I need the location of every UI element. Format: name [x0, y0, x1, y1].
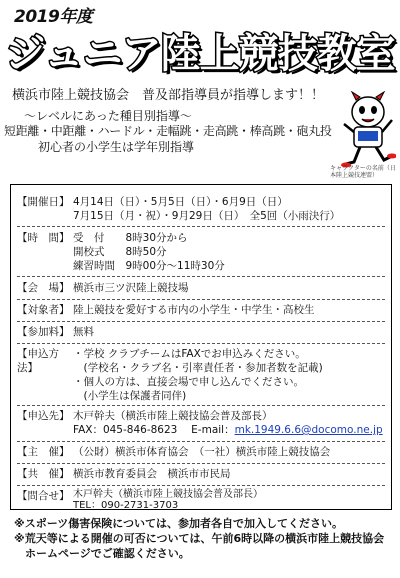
- subtitle: ～レベルにあった種目別指導～: [24, 109, 192, 123]
- events-list: 短距離・中距離・ハードル・走幅跳・走高跳・棒高跳・砲丸投: [4, 124, 332, 138]
- date-value: 4月14日（日）・5月5日（日）・6月9日（日） 7月15日（月・祝）・9月29日（日） 全5回（小雨決行）: [73, 196, 341, 222]
- details-box: [10, 184, 392, 510]
- inquiry-label: 【問合せ】: [17, 490, 70, 502]
- fee-label: 【参加料】: [17, 326, 70, 338]
- venue-row: [11, 281, 391, 295]
- time-value: 受 付 8時30分から 開校式 8時50分 練習時間 9時00分～11時30分: [73, 232, 225, 272]
- cohost-value: 横浜市教育委員会 横浜市市民局: [73, 468, 231, 480]
- host-label: 【主 催】: [17, 446, 70, 458]
- fee-row: [11, 325, 391, 339]
- time-row: [11, 231, 391, 273]
- mascot-caption: キャラクターの名前（日本陸上競技連盟）: [330, 165, 396, 179]
- association-line: 横浜市陸上競技協会 普及部指導員が指導します！！: [12, 88, 325, 103]
- cohost-label: 【共 催】: [17, 468, 70, 480]
- time-label: 【時 間】: [17, 232, 70, 244]
- fee-value: 無料: [73, 326, 94, 338]
- divider: [17, 321, 385, 322]
- venue-value: 横浜市三ツ沢陸上競技場: [73, 282, 189, 294]
- notes: [14, 516, 384, 561]
- date-label: 【開催日】: [17, 196, 70, 208]
- divider: [17, 299, 385, 300]
- apply-row: [11, 347, 391, 403]
- contact-row: [11, 409, 391, 437]
- contact-label: 【申込先】: [17, 410, 70, 422]
- contact-value: 木戸幹夫（横浜市陸上競技協会普及部長） FAX：045-846-8623 E-mail：mk.1949.6.6@docomo.ne.jp: [73, 410, 383, 436]
- mascot-illustration: [340, 90, 396, 172]
- divider: [17, 226, 385, 227]
- target-row: [11, 303, 391, 317]
- divider: [17, 463, 385, 464]
- note-insurance: ※スポーツ傷害保険については、参加者各自で加入してください。: [14, 517, 344, 530]
- divider: [17, 343, 385, 344]
- host-value: （公財）横浜市体育協会 （一社）横浜市陸上競技協会: [73, 446, 331, 458]
- divider: [17, 276, 385, 277]
- note-weather: ※荒天等による開催の可否については、午前6時以降の横浜市陸上競技協会: [14, 532, 385, 545]
- note-homepage: ホームページでご確認ください。: [14, 547, 190, 560]
- host-row: [11, 445, 391, 459]
- title-banner: [0, 26, 400, 82]
- inquiry-row: [11, 477, 391, 511]
- venue-label: 【会 場】: [17, 282, 70, 294]
- page-title: ジュニア陸上競技教室: [5, 31, 395, 77]
- divider: [17, 405, 385, 406]
- date-row: [11, 195, 391, 223]
- target-label: 【対象者】: [17, 304, 70, 316]
- apply-label: 【申込方法】: [17, 348, 59, 374]
- grade-note: 初心者の小学生は学年別指導: [38, 140, 195, 154]
- email-link[interactable]: mk.1949.6.6@docomo.ne.jp: [234, 424, 383, 436]
- inquiry-value: 木戸幹夫（横浜市陸上競技協会普及部長） TEL：090-2731-3703: [73, 489, 263, 511]
- year-label: 2019年度: [14, 7, 93, 27]
- divider: [17, 441, 385, 442]
- target-value: 陸上競技を愛好する市内の小学生・中学生・高校生: [73, 304, 315, 316]
- apply-value: ・学校 クラブチームはFAXでお申込みください。 (学校名・クラブ名・引率責任者・参加者数を記載) ・個人の方は、直接会場で申し込んでください。 (小学生は保護者同伴): [73, 348, 323, 402]
